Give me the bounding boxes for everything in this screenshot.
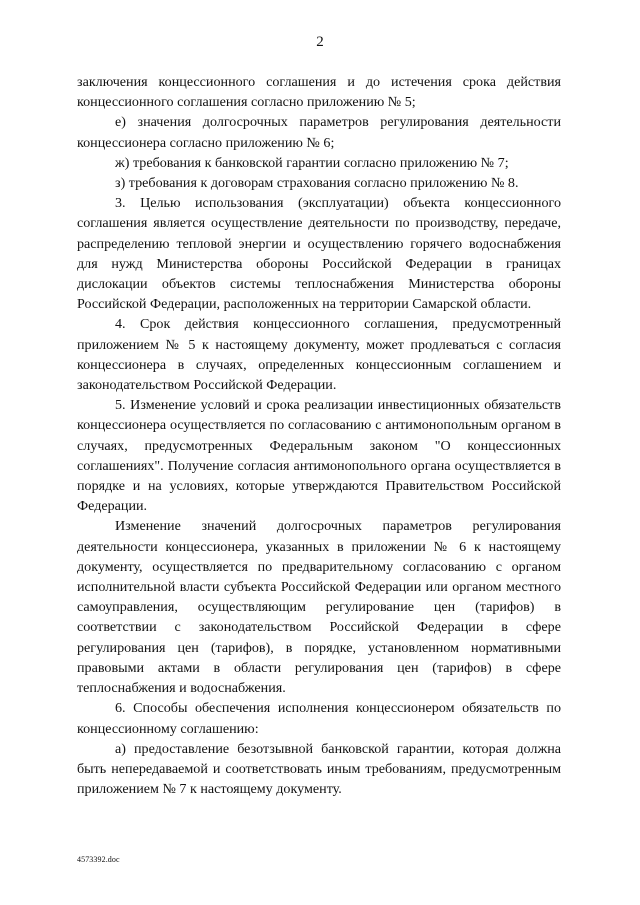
paragraph-section-4: 4. Срок действия концессионного соглашения, предусмотренный приложением № 5 к настоящему документу, может продлеваться с согласия концессионера в случаях, определенных концессионным соглашением и законодательством Российской Федерации. xyxy=(77,316,561,394)
paragraph-continuation: заключения концессионного соглашения и до истечения срока действия концессионного соглашения согласно приложению № 5; xyxy=(77,74,561,111)
paragraph-item-z: з) требования к договорам страхования согласно приложению № 8. xyxy=(115,175,519,192)
paragraph-section-5-cont: Изменение значений долгосрочных параметров регулирования деятельности концессионера, указанных в приложении № 6 к настоящему документу, осуществляется по предварительному согласованию с органом исполнительной власти субъекта Российской Федерации или органом местного самоуправления, осуществляющим регулирование цен (тарифов) в соответствии с законодательством Российской Федерации в сфере регулирования цен (тарифов), в порядке, установленном нормативными правовыми актами в области регулирования цен (тарифов) в сфере теплоснабжения и водоснабжения. xyxy=(77,518,561,697)
paragraph-item-a: а) предоставление безотзывной банковской гарантии, которая должна быть непередаваемой и соответствовать иным требованиям, предусмотренным приложением № 7 к настоящему документу. xyxy=(77,740,561,798)
paragraph-item-e: е) значения долгосрочных параметров регулирования деятельности концессионера согласно приложению № 6; xyxy=(77,114,561,151)
paragraph-section-5: 5. Изменение условий и срока реализации инвестиционных обязательств концессионера осуществляется по согласованию с антимонопольным органом в случаях, предусмотренных Федеральным законом "О концессионных соглашениях". Получение согласия антимонопольного органа осуществляется в порядке и на условиях, которые утверждаются Правительством Российской Федерации. xyxy=(77,397,561,515)
paragraph-section-6: 6. Способы обеспечения исполнения концессионером обязательств по концессионному соглашению: xyxy=(77,700,561,737)
document-body xyxy=(77,72,561,799)
page-number: 2 xyxy=(316,34,324,50)
document-code: 4573392.doc xyxy=(77,855,120,864)
paragraph-item-zh: ж) требования к банковской гарантии согласно приложению № 7; xyxy=(115,154,509,171)
paragraph-section-3: 3. Целью использования (эксплуатации) объекта концессионного соглашения является осуществление деятельности по производству, передаче, распределению тепловой энергии и осуществлению горячего водоснабжения для нужд Министерства обороны Российской Федерации в границах дислокации объектов системы теплоснабжения Министерства обороны Российской Федерации, расположенных на территории Самарской области. xyxy=(77,195,561,313)
